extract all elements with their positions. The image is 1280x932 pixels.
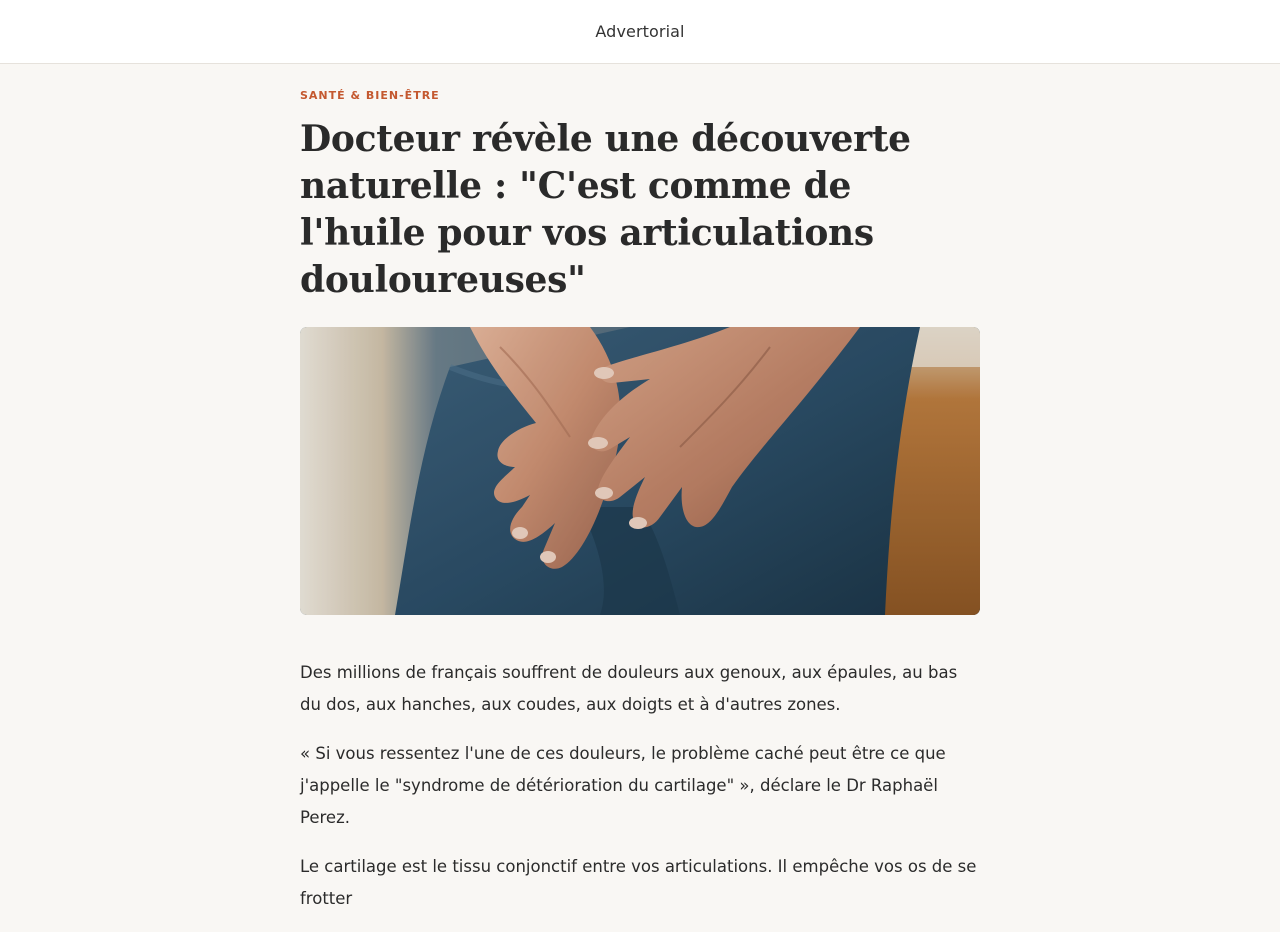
article (300, 64, 980, 932)
article-headline: Docteur révèle une découverte naturelle : "C'est comme de l'huile pour vos articulations douloureuses" (300, 118, 911, 301)
article-category[interactable]: SANTÉ & BIEN-ÊTRE (300, 89, 440, 102)
article-body (300, 657, 980, 915)
article-paragraph-2: « Si vous ressentez l'une de ces douleurs, le problème caché peut être ce que j'appelle le "syndrome de détérioration du cartilage" », déclare le Dr Raphaël Perez. (300, 744, 946, 827)
hero-image (300, 327, 980, 615)
article-paragraph-1: Des millions de français souffrent de douleurs aux genoux, aux épaules, au bas du dos, aux hanches, aux coudes, aux doigts et à d'autres zones. (300, 663, 958, 714)
advertorial-label: Advertorial (595, 22, 685, 41)
top-bar (0, 0, 1280, 64)
knee-pain-photo-icon (300, 327, 980, 615)
article-paragraph-3: Le cartilage est le tissu conjonctif entre vos articulations. Il empêche vos os de se frotter (300, 857, 977, 908)
